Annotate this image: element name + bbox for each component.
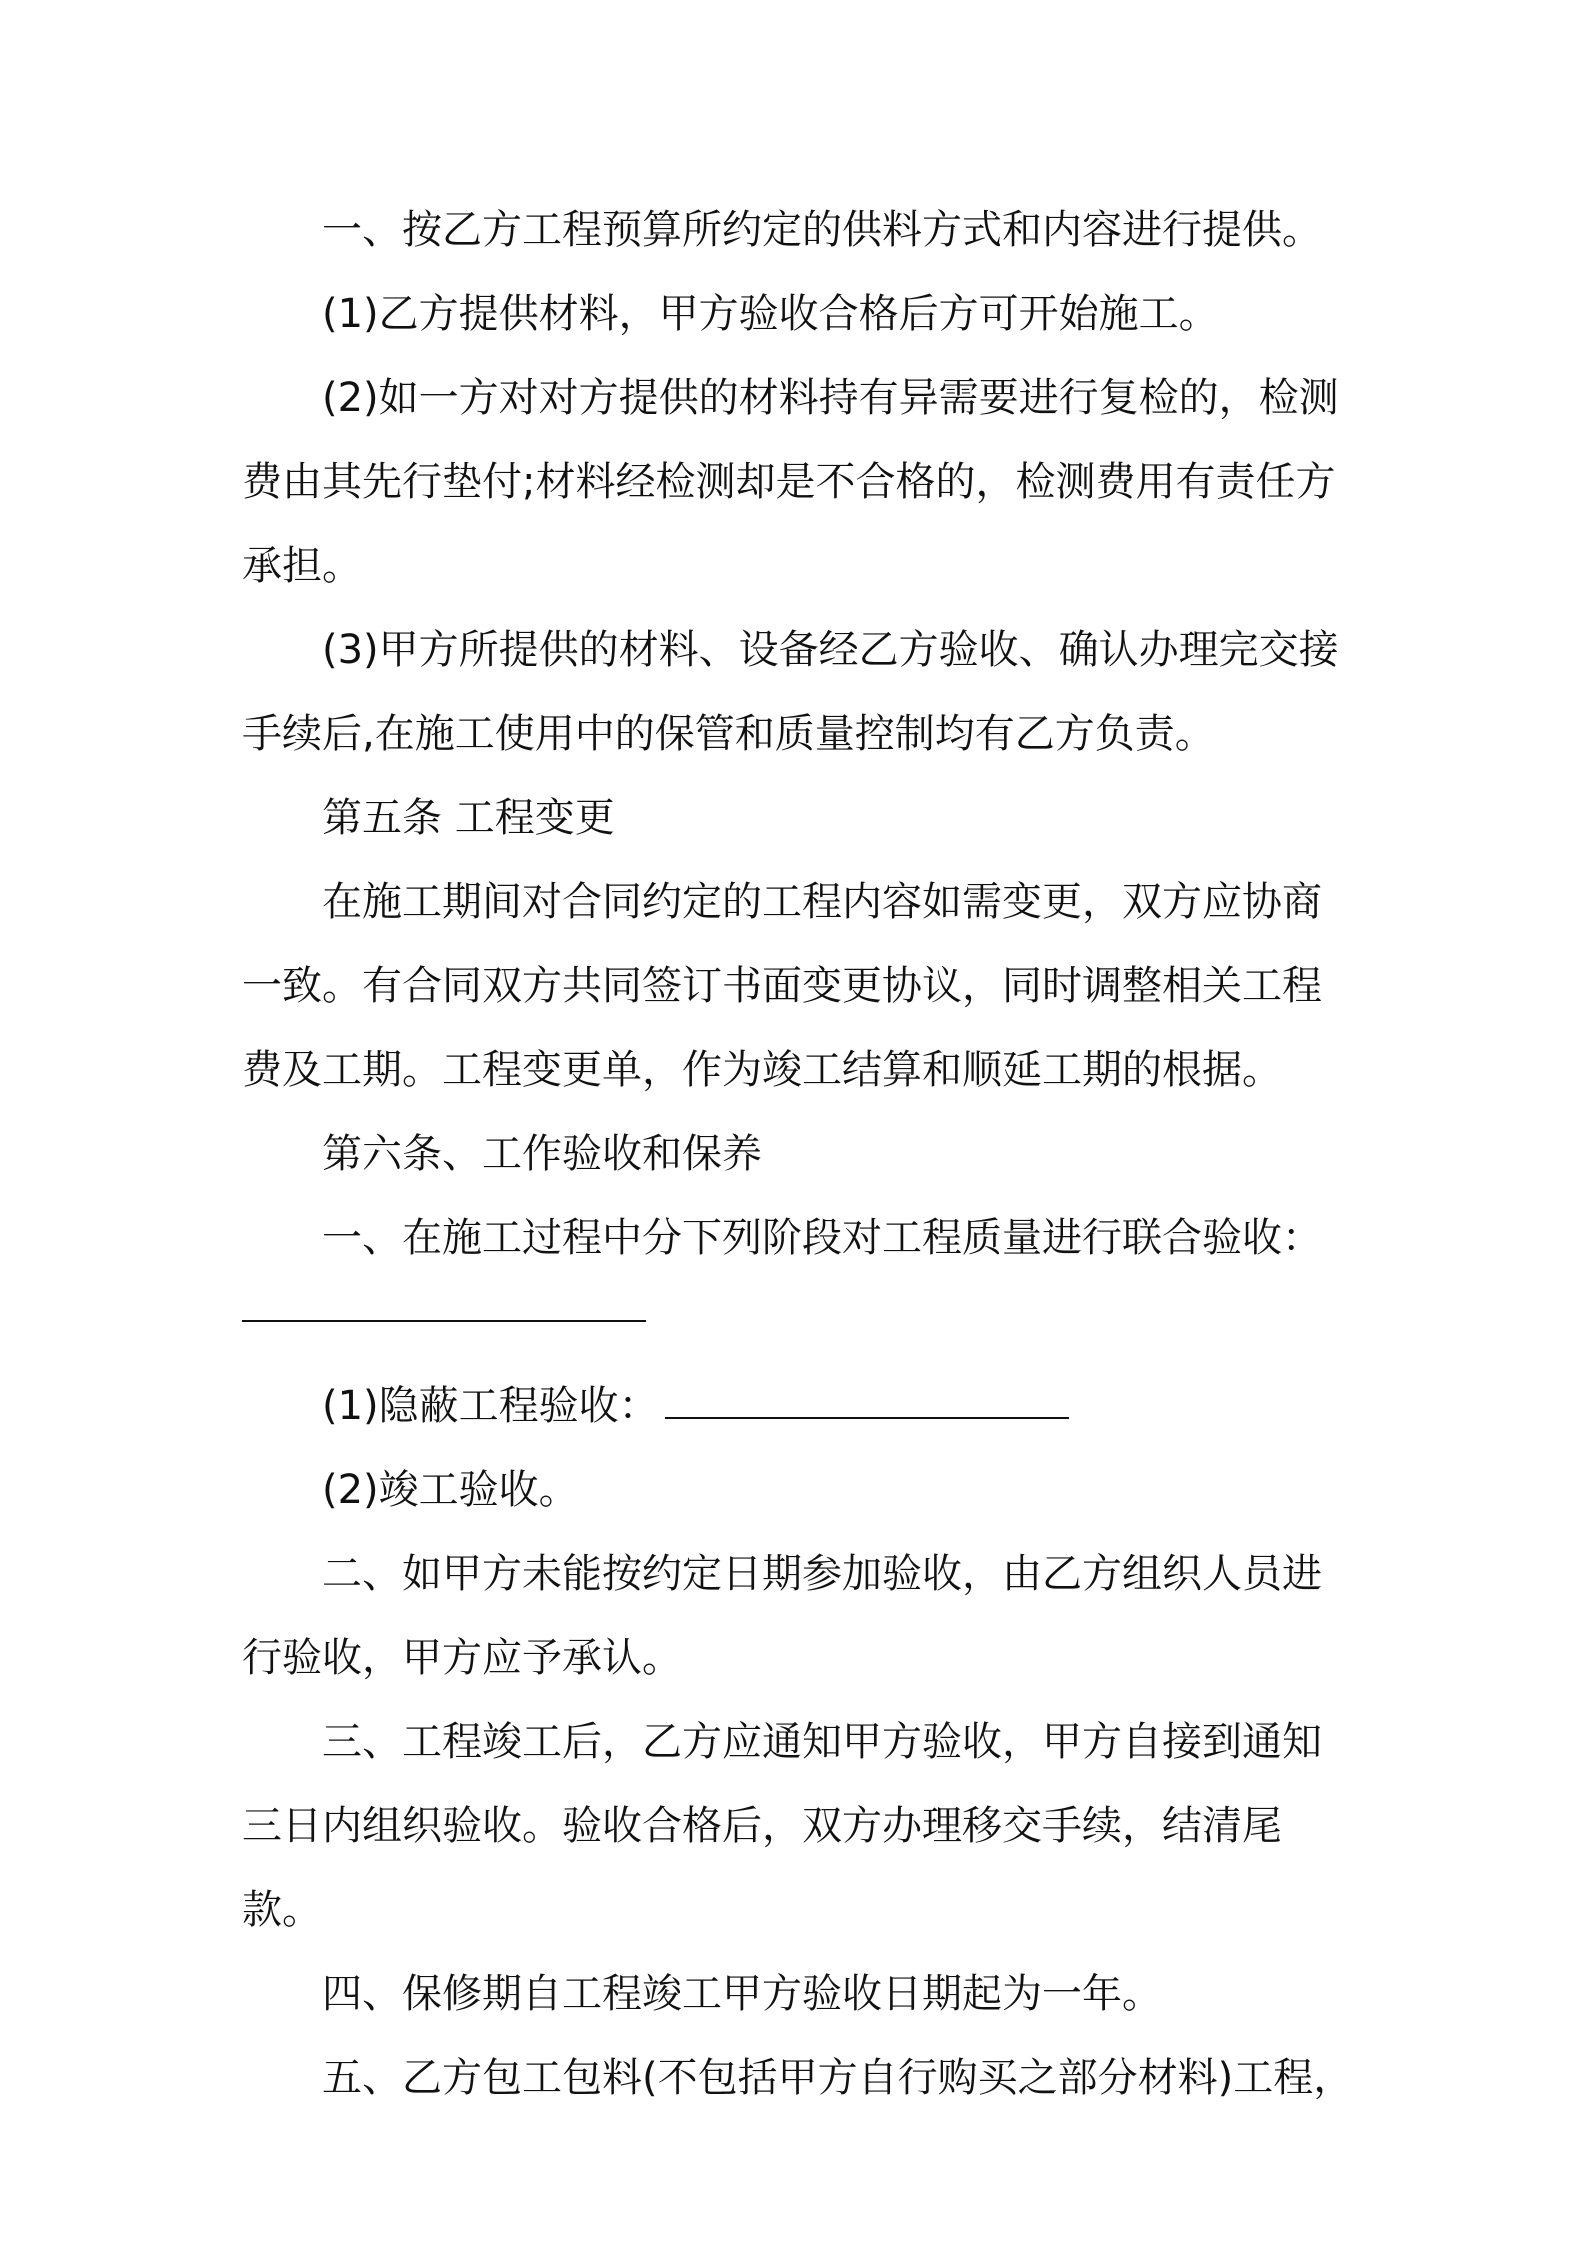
heading-article-6: 第六条、工作验收和保养 xyxy=(322,1131,762,1177)
paragraph-handover: 三、工程竣工后，乙方应通知甲方验收，甲方自接到通知三日内组织验收。验收合格后，双方办理移交手续，结清尾款。 xyxy=(242,1719,1322,1933)
paragraph-hidden-works xyxy=(242,1364,1358,1448)
heading-article-5: 第五条 工程变更 xyxy=(322,795,615,841)
fill-in-line xyxy=(242,1280,1358,1364)
paragraph-supply-method: 一、按乙方工程预算所约定的供料方式和内容进行提供。 xyxy=(322,207,1322,253)
blank-underline xyxy=(242,1280,646,1322)
paragraph-warranty: 四、保修期自工程竣工甲方验收日期起为一年。 xyxy=(322,1971,1162,2017)
hidden-works-label: (1)隐蔽工程验收： xyxy=(322,1383,659,1429)
paragraph-party-absence: 二、如甲方未能按约定日期参加验收，由乙方组织人员进行验收，甲方应予承认。 xyxy=(242,1551,1322,1681)
paragraph-completion-inspection: (2)竣工验收。 xyxy=(322,1467,579,1513)
hidden-works-blank xyxy=(665,1383,1069,1419)
paragraph-item-3-custody: (3)甲方所提供的材料、设备经乙方验收、确认办理完交接手续后,在施工使用中的保管和质量控制均有乙方负责。 xyxy=(242,627,1339,757)
paragraph-labor-materials: 五、乙方包工包料(不包括甲方自行购买之部分材料)工程， xyxy=(322,2055,1354,2101)
paragraph-joint-inspection: 一、在施工过程中分下列阶段对工程质量进行联合验收： xyxy=(322,1215,1322,1261)
paragraph-change-agreement: 在施工期间对合同约定的工程内容如需变更，双方应协商一致。有合同双方共同签订书面变更协议，同时调整相关工程费及工期。工程变更单，作为竣工结算和顺延工期的根据。 xyxy=(242,879,1322,1093)
paragraph-item-2-recheck: (2)如一方对对方提供的材料持有异需要进行复检的，检测费由其先行垫付;材料经检测却是不合格的，检测费用有责任方承担。 xyxy=(242,375,1339,589)
paragraph-item-1-materials: (1)乙方提供材料，甲方验收合格后方可开始施工。 xyxy=(322,291,1219,337)
document-body xyxy=(242,188,1358,2120)
